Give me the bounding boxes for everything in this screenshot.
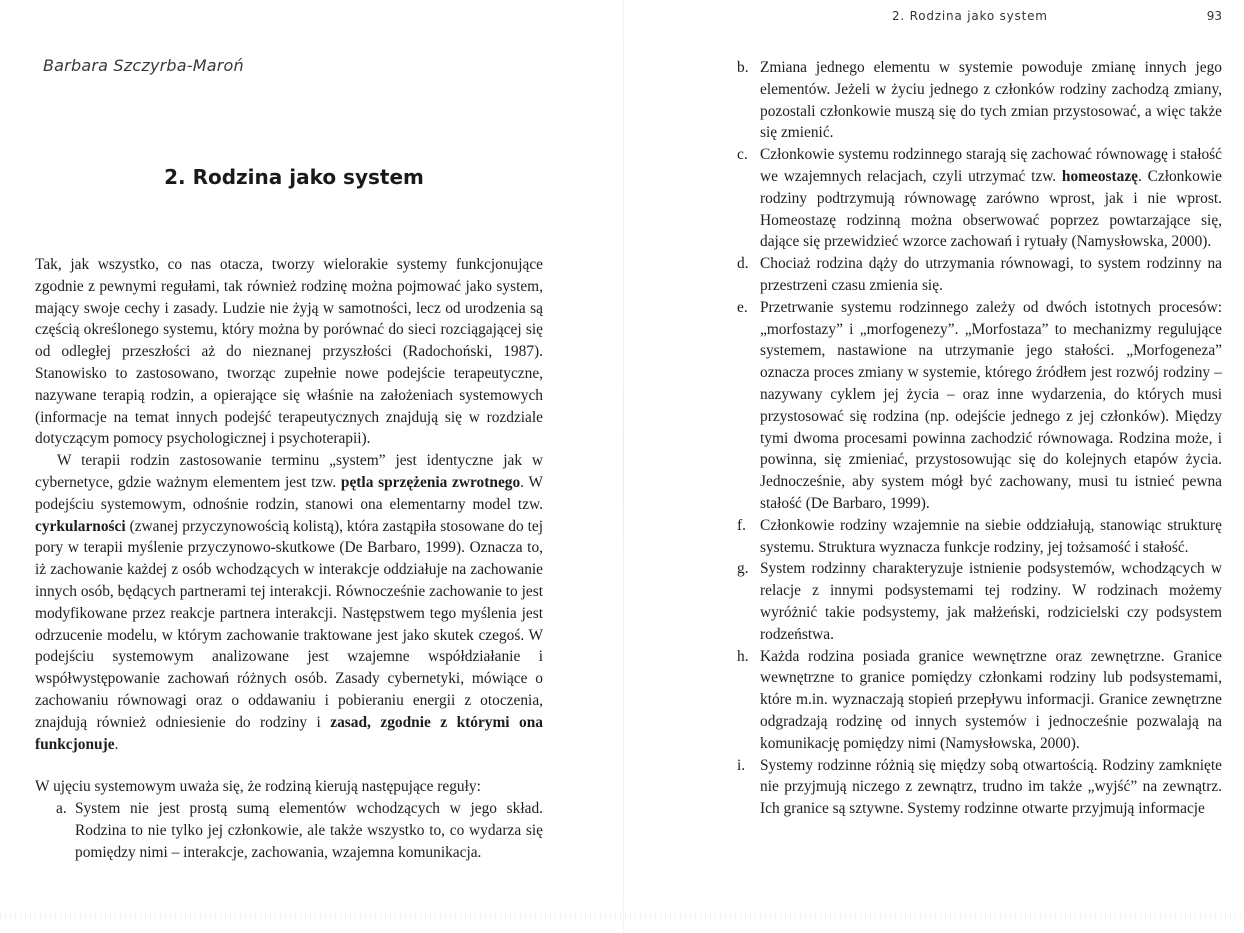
paragraph-text: . xyxy=(114,735,119,753)
bold-term: pętla sprzężenia zwrotnego xyxy=(340,473,521,491)
paragraph-cybernetics xyxy=(35,450,543,755)
rule-text: Chociaż rodzina dąży do utrzymania równowagi, to system rodzinny na przestrzeni czasu zmienia się. xyxy=(760,255,1222,294)
chapter-title: 2. Rodzina jako system xyxy=(164,165,424,189)
author-name: Barbara Szczyrba-Maroń xyxy=(43,56,244,75)
right-page xyxy=(622,0,1244,933)
rule-text: System rodzinny charakteryzuje istnienie podsystemów, wchodzących w relacje z innymi podsystemami tej rodziny. W rodzinach możemy wyróżnić takie podsystemy, jak małżeński, rodzicielski czy podsystem rodzeństwa. xyxy=(760,560,1222,643)
running-head: 2. Rodzina jako system xyxy=(892,9,1048,23)
rule-item-g xyxy=(737,558,1222,645)
rule-text: . Członkowie rodziny podtrzymują równowagę zarówno wprost, jak i nie wprost. Homeostazę rodzinną można obserwować poprzez powtarzające się, dające się przewidzieć wzorce zachowań i rytuały (Namysłowska, 2000). xyxy=(760,167,1222,251)
rule-item-a xyxy=(35,798,543,863)
rule-item-c xyxy=(737,144,1222,253)
rule-text: Członkowie systemu rodzinnego starają się zachować równowagę i stałość we wzajemnych relacjach, czyli utrzymać tzw. xyxy=(760,146,1222,185)
list-marker: f. xyxy=(737,516,746,534)
rule-text: Zmiana jednego elementu w systemie powoduje zmianę innych jego elementów. Jeżeli w życiu jednego z członków rodziny zachodzą zmiany, pozostali członkowie muszą się do tych zmian przystosować, a więc także się zmienić. xyxy=(760,59,1222,142)
rule-text: Każda rodzina posiada granice wewnętrzne oraz zewnętrzne. Granice wewnętrzne to granice pomiędzy członkami rodziny lub podsystemami, które m.in. wyznaczają stopień przepływu informacji. Granice zewnętrzne odgradzają rodzinę od innych systemów i jednocześnie pozwalają na komunikację pomiędzy nimi (Namysłowska, 2000). xyxy=(760,647,1222,752)
list-marker: e. xyxy=(737,298,748,316)
list-marker: b. xyxy=(737,59,749,76)
rules-list-left xyxy=(35,798,543,863)
list-marker: h. xyxy=(737,647,749,665)
right-body-text xyxy=(737,57,1222,820)
scan-noise xyxy=(0,913,1244,919)
paragraph-text: (zwanej przyczynowością kolistą), która zastąpiła stosowane do tej pory w terapii myślenie przyczynowo-skutkowe (De Barbaro, 1999). Oznacza to, iż zachowanie każdej z osób wchodzących w interakcje oddziałuje na zachowanie innych osób, będących partnerami tej interakcji. Równocześnie zachowanie to jest modyfikowane przez reakcje partnera interakcji. Następstwem tego myślenia jest odrzucenie modelu, w którym zachowanie traktowane jest jako skutek czegoś. W podejściu systemowym analizowane jest wzajemne współdziałanie i współwystępowanie zachowań różnych osób. Zasady cybernetyki, mówiące o zachowaniu równowagi oraz o oddawaniu i pobieraniu energii z otoczenia, znajdują również odniesienie do rodziny i xyxy=(35,517,543,731)
rules-intro: W ujęciu systemowym uważa się, że rodziną kierują następujące reguły: xyxy=(35,778,481,796)
rule-text: Przetrwanie systemu rodzinnego zależy od dwóch istotnych procesów: „morfostazy” i „morfogenezy”. „Morfostaza” to mechanizmy regulujące systemem, nastawione na utrzymanie jego stałości. „Morfogeneza” oznacza proces zmiany w systemie, którego źródłem jest rozwój rodziny – nazywany cyklem jej życia – oraz inne wydarzenia, do których musi przystosować się rodzina (np. odejście jednego z jej członków). Między tymi dwoma procesami powinna zachodzić równowaga. Rodzina może, i powinna, się zmieniać, przystosowując się do kolejnych etapów życia. Jednocześnie, aby system mógł być zachowany, musi tu istnieć pewna stałość (De Barbaro, 1999). xyxy=(760,298,1222,512)
rule-text: System nie jest prostą sumą elementów wchodzących w jego skład. Rodzina to nie tylko jej członkowie, ale także wszystko to, co wydarza się pomiędzy nimi – interakcje, zachowania, wzajemna komunikacja. xyxy=(75,800,543,861)
list-marker: c. xyxy=(737,146,748,164)
rule-item-f xyxy=(737,515,1222,559)
rule-item-i xyxy=(737,755,1222,820)
left-body-text xyxy=(35,254,543,864)
bold-term: zasad, zgodnie z którymi ona funkcjonuje xyxy=(35,713,543,753)
page-number: 93 xyxy=(1206,9,1222,23)
list-marker: g. xyxy=(737,560,749,578)
rule-text: Członkowie rodziny wzajemnie na siebie oddziałują, stanowiąc strukturę systemu. Struktura wyznacza funkcje rodziny, jej tożsamość i stałość. xyxy=(760,516,1222,556)
paragraph-text: W terapii rodzin zastosowanie terminu „system” jest identyczne jak w cybernetyce, gdzie ważnym elementem jest tzw. xyxy=(35,452,543,491)
rule-item-h xyxy=(737,646,1222,755)
list-marker: d. xyxy=(737,255,749,273)
rule-item-e xyxy=(737,297,1222,515)
rule-item-d xyxy=(737,253,1222,297)
list-marker: i. xyxy=(737,756,746,774)
rule-item-b xyxy=(737,57,1222,144)
rule-text: Systemy rodzinne różnią się między sobą otwartością. Rodziny zamknięte nie przyjmują niczego z zewnątrz, trudno im także „wyjść” na zewnątrz. Ich granice są sztywne. Systemy rodzinne otwarte przyjmują informacje xyxy=(760,756,1222,818)
rules-list-right xyxy=(737,57,1222,820)
paragraph-text: . W podejściu systemowym, odnośnie rodzin, stanowi ona elementarny model tzw. xyxy=(35,473,543,513)
bold-term: cyrkularności xyxy=(35,517,126,535)
paragraph-intro: Tak, jak wszystko, co nas otacza, tworzy wielorakie systemy funkcjonujące zgodnie z pewnymi regułami, tak również rodzinę można pojmować jako system, mający swoje cechy i zasady. Ludzie nie żyją w samotności, lecz od urodzenia są częścią określonego systemu, który można by porównać do sieci rozciągającej się od odległej przeszłości aż do nieznanej przyszłości (Radochoński, 1987). Stanowisko to zastosowano, tworząc zupełnie nowe podejście terapeutyczne, nazywane terapią rodzin, a opierające się właśnie na założeniach systemowych (informacje na temat innych podejść terapeutycznych znajdują się w rozdziale dotyczącym pomocy psychologicznej i psychoterapii). xyxy=(35,256,543,448)
list-marker: a. xyxy=(56,800,67,818)
bold-term: homeostazę xyxy=(1061,167,1138,185)
